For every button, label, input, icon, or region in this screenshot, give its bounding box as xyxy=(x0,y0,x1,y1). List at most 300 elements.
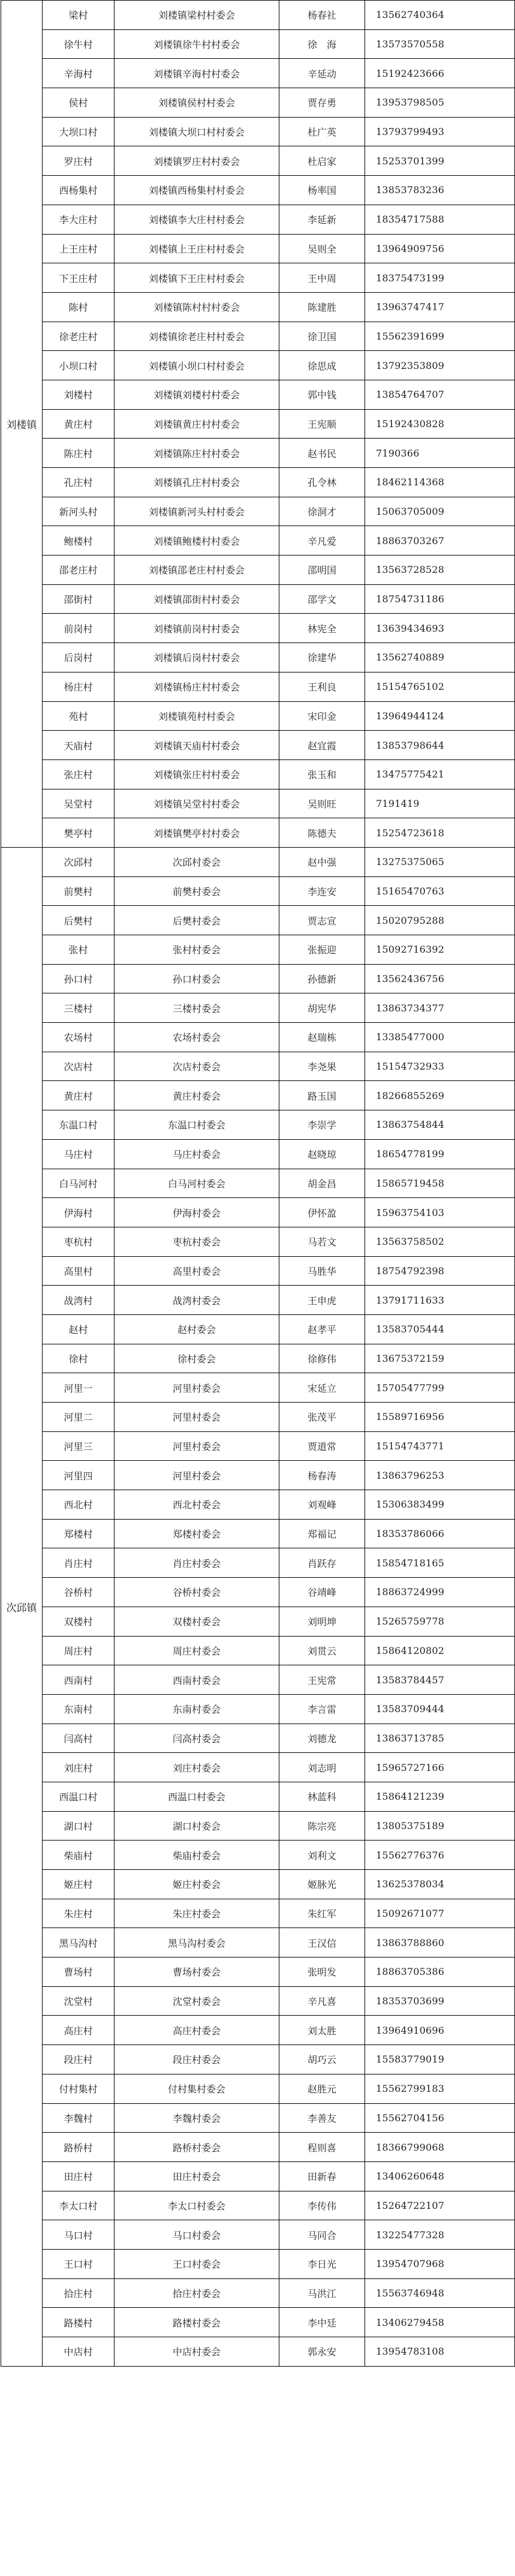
committee-cell: 拾庄村委会 xyxy=(115,2278,279,2308)
committee-cell: 徐村委会 xyxy=(115,1344,279,1373)
table-row xyxy=(1,1198,515,1227)
contact-person-cell: 辛延动 xyxy=(279,59,365,88)
village-cell: 邵老庄村 xyxy=(43,556,115,585)
village-cell: 沈堂村 xyxy=(43,1986,115,2016)
committee-cell: 黄庄村委会 xyxy=(115,1081,279,1110)
phone-cell: 15583779019 xyxy=(365,2045,515,2074)
phone-cell: 13863713785 xyxy=(365,1724,515,1753)
table-row xyxy=(1,584,515,614)
committee-cell: 闫高村委会 xyxy=(115,1724,279,1753)
table-row xyxy=(1,1578,515,1607)
phone-cell: 18863703267 xyxy=(365,526,515,556)
contact-person-cell: 张玉和 xyxy=(279,759,365,789)
contact-person-cell: 王宪顺 xyxy=(279,409,365,439)
village-cell: 周庄村 xyxy=(43,1636,115,1665)
table-row xyxy=(1,1344,515,1373)
table-row xyxy=(1,526,515,556)
contact-person-cell: 刘德龙 xyxy=(279,1724,365,1753)
committee-cell: 河里村委会 xyxy=(115,1403,279,1432)
contact-person-cell: 赵书民 xyxy=(279,439,365,468)
contact-person-cell: 孔令林 xyxy=(279,468,365,497)
table-row xyxy=(1,88,515,118)
village-cell: 张村 xyxy=(43,935,115,965)
village-cell: 上王庄村 xyxy=(43,234,115,263)
table-row xyxy=(1,2191,515,2220)
phone-cell: 13406260648 xyxy=(365,2161,515,2191)
phone-cell: 18754731186 xyxy=(365,584,515,614)
phone-cell: 15562776376 xyxy=(365,1841,515,1870)
contact-person-cell: 贾道常 xyxy=(279,1431,365,1461)
village-cell: 闫高村 xyxy=(43,1724,115,1753)
phone-cell: 15562799183 xyxy=(365,2074,515,2103)
table-row xyxy=(1,818,515,848)
table-row xyxy=(1,351,515,380)
table-row xyxy=(1,789,515,818)
village-cell: 罗庄村 xyxy=(43,146,115,176)
committee-cell: 李太口村委会 xyxy=(115,2191,279,2220)
contact-person-cell: 赵中强 xyxy=(279,847,365,876)
committee-cell: 次店村委会 xyxy=(115,1052,279,1081)
table-row xyxy=(1,1782,515,1811)
table-row xyxy=(1,1023,515,1052)
table-row xyxy=(1,1607,515,1636)
contact-person-cell: 刘太胜 xyxy=(279,2016,365,2045)
village-cell: 陈庄村 xyxy=(43,439,115,468)
contact-person-cell: 马同合 xyxy=(279,2220,365,2250)
contact-person-cell: 李中廷 xyxy=(279,2308,365,2337)
phone-cell: 13863734377 xyxy=(365,993,515,1023)
village-cell: 陈村 xyxy=(43,292,115,322)
village-cell: 次邱村 xyxy=(43,847,115,876)
village-cell: 河里三 xyxy=(43,1431,115,1461)
phone-cell: 13583705444 xyxy=(365,1314,515,1344)
village-cell: 孙口村 xyxy=(43,964,115,993)
table-row xyxy=(1,322,515,351)
town-cell: 次邱镇 xyxy=(1,847,43,2366)
table-row xyxy=(1,176,515,205)
contact-person-cell: 宋延立 xyxy=(279,1373,365,1403)
village-cell: 徐牛村 xyxy=(43,29,115,59)
table-row xyxy=(1,1169,515,1198)
village-cell: 农场村 xyxy=(43,1023,115,1052)
phone-cell: 13863788860 xyxy=(365,1928,515,1957)
committee-cell: 高庄村委会 xyxy=(115,2016,279,2045)
phone-cell: 15864121239 xyxy=(365,1782,515,1811)
contact-person-cell: 徐修伟 xyxy=(279,1344,365,1373)
committee-cell: 赵村委会 xyxy=(115,1314,279,1344)
committee-cell: 后樊村委会 xyxy=(115,906,279,935)
table-row xyxy=(1,1403,515,1432)
contact-person-cell: 王中周 xyxy=(279,263,365,293)
table-row xyxy=(1,2308,515,2337)
phone-cell: 13964909756 xyxy=(365,234,515,263)
committee-cell: 刘楼镇樊亭村村委会 xyxy=(115,818,279,848)
contact-person-cell: 胡宪华 xyxy=(279,993,365,1023)
committee-cell: 刘楼镇鲍楼村村委会 xyxy=(115,526,279,556)
committee-cell: 刘楼镇黄庄村村委会 xyxy=(115,409,279,439)
phone-cell: 13793799493 xyxy=(365,117,515,146)
contact-person-cell: 田新春 xyxy=(279,2161,365,2191)
village-cell: 后樊村 xyxy=(43,906,115,935)
contact-person-cell: 宋印金 xyxy=(279,701,365,731)
phone-cell: 15020795288 xyxy=(365,906,515,935)
phone-cell: 15154765102 xyxy=(365,672,515,701)
table-row xyxy=(1,2103,515,2133)
committee-cell: 周庄村委会 xyxy=(115,1636,279,1665)
committee-cell: 高里村委会 xyxy=(115,1256,279,1286)
contact-person-cell: 赵孝平 xyxy=(279,1314,365,1344)
committee-cell: 河里村委会 xyxy=(115,1461,279,1490)
committee-cell: 田庄村委会 xyxy=(115,2161,279,2191)
village-cell: 樊亭村 xyxy=(43,818,115,848)
contact-person-cell: 徐思成 xyxy=(279,351,365,380)
committee-cell: 西南村委会 xyxy=(115,1665,279,1695)
village-cell: 西北村 xyxy=(43,1490,115,1520)
committee-cell: 刘楼镇前岗村村委会 xyxy=(115,614,279,643)
committee-cell: 刘楼镇苑村村委会 xyxy=(115,701,279,731)
phone-cell: 15154732933 xyxy=(365,1052,515,1081)
contact-person-cell: 辛凡爱 xyxy=(279,526,365,556)
phone-cell: 13854764707 xyxy=(365,380,515,409)
contact-person-cell: 杜启家 xyxy=(279,146,365,176)
village-cell: 黄庄村 xyxy=(43,1081,115,1110)
contact-person-cell: 谷靖峰 xyxy=(279,1578,365,1607)
phone-cell: 13563758502 xyxy=(365,1227,515,1256)
contact-person-cell: 郭中钱 xyxy=(279,380,365,409)
contact-person-cell: 李言雷 xyxy=(279,1694,365,1724)
table-row xyxy=(1,701,515,731)
committee-cell: 刘楼镇上王庄村村委会 xyxy=(115,234,279,263)
village-cell: 邵街村 xyxy=(43,584,115,614)
contact-person-cell: 朱红军 xyxy=(279,1899,365,1928)
village-cell: 刘庄村 xyxy=(43,1753,115,1782)
phone-cell: 18375473199 xyxy=(365,263,515,293)
village-cell: 新河头村 xyxy=(43,497,115,526)
village-cell: 李大庄村 xyxy=(43,205,115,234)
village-cell: 柴庙村 xyxy=(43,1841,115,1870)
table-row xyxy=(1,993,515,1023)
contact-person-cell: 路玉国 xyxy=(279,1081,365,1110)
table-row xyxy=(1,59,515,88)
table-row xyxy=(1,1986,515,2016)
table-row xyxy=(1,1314,515,1344)
committee-cell: 次邱村委会 xyxy=(115,847,279,876)
contact-person-cell: 肖跃存 xyxy=(279,1548,365,1578)
phone-cell: 13573570558 xyxy=(365,29,515,59)
contact-person-cell: 李日光 xyxy=(279,2249,365,2278)
table-body xyxy=(1,1,515,2367)
committee-cell: 刘楼镇张庄村村委会 xyxy=(115,759,279,789)
table-row xyxy=(1,1286,515,1315)
committee-cell: 三楼村委会 xyxy=(115,993,279,1023)
contact-person-cell: 吴则全 xyxy=(279,234,365,263)
contact-person-cell: 赵宜霞 xyxy=(279,731,365,760)
committee-cell: 刘楼镇徐老庄村村委会 xyxy=(115,322,279,351)
village-cell: 路桥村 xyxy=(43,2133,115,2162)
table-row xyxy=(1,2278,515,2308)
committee-cell: 刘楼镇吴堂村村委会 xyxy=(115,789,279,818)
phone-cell: 15092716392 xyxy=(365,935,515,965)
village-cell: 东温口村 xyxy=(43,1110,115,1140)
village-cell: 辛海村 xyxy=(43,59,115,88)
committee-cell: 伊海村委会 xyxy=(115,1198,279,1227)
village-cell: 侯村 xyxy=(43,88,115,118)
village-cell: 伊海村 xyxy=(43,1198,115,1227)
phone-cell: 18353703699 xyxy=(365,1986,515,2016)
table-row xyxy=(1,1724,515,1753)
village-cell: 天庙村 xyxy=(43,731,115,760)
contact-person-cell: 郭永安 xyxy=(279,2337,365,2367)
village-cell: 双楼村 xyxy=(43,1607,115,1636)
table-row xyxy=(1,935,515,965)
committee-cell: 西北村委会 xyxy=(115,1490,279,1520)
table-row xyxy=(1,556,515,585)
committee-cell: 张村村委会 xyxy=(115,935,279,965)
contact-person-cell: 姬脉光 xyxy=(279,1870,365,1899)
committee-cell: 战湾村委会 xyxy=(115,1286,279,1315)
table-row xyxy=(1,1110,515,1140)
contact-person-cell: 杨春社 xyxy=(279,1,365,30)
committee-cell: 刘楼镇下王庄村村委会 xyxy=(115,263,279,293)
village-cell: 马口村 xyxy=(43,2220,115,2250)
contact-person-cell: 王宪常 xyxy=(279,1665,365,1695)
committee-cell: 沈堂村委会 xyxy=(115,1986,279,2016)
table-row xyxy=(1,2220,515,2250)
table-row xyxy=(1,759,515,789)
table-row xyxy=(1,117,515,146)
phone-cell: 15254723618 xyxy=(365,818,515,848)
contact-person-cell: 张茂平 xyxy=(279,1403,365,1432)
phone-cell: 13583709444 xyxy=(365,1694,515,1724)
village-cell: 徐老庄村 xyxy=(43,322,115,351)
table-row xyxy=(1,1665,515,1695)
committee-cell: 刘楼镇梁村村委会 xyxy=(115,1,279,30)
village-cell: 吴堂村 xyxy=(43,789,115,818)
phone-cell: 13863754844 xyxy=(365,1110,515,1140)
table-row xyxy=(1,1519,515,1548)
village-cell: 姬庄村 xyxy=(43,1870,115,1899)
contact-person-cell: 杨率国 xyxy=(279,176,365,205)
table-row xyxy=(1,439,515,468)
table-row xyxy=(1,1899,515,1928)
phone-cell: 13275375065 xyxy=(365,847,515,876)
village-cell: 河里一 xyxy=(43,1373,115,1403)
phone-cell: 13562740889 xyxy=(365,643,515,672)
table-row xyxy=(1,2016,515,2045)
contact-person-cell: 陈宗亮 xyxy=(279,1811,365,1841)
phone-cell: 7190366 xyxy=(365,439,515,468)
phone-cell: 13964910696 xyxy=(365,2016,515,2045)
contact-person-cell: 徐建华 xyxy=(279,643,365,672)
village-cell: 三楼村 xyxy=(43,993,115,1023)
contact-person-cell: 赵瑞栋 xyxy=(279,1023,365,1052)
village-cell: 肖庄村 xyxy=(43,1548,115,1578)
committee-cell: 东温口村委会 xyxy=(115,1110,279,1140)
table-row xyxy=(1,2074,515,2103)
village-cell: 东南村 xyxy=(43,1694,115,1724)
village-cell: 后岗村 xyxy=(43,643,115,672)
table-row xyxy=(1,1373,515,1403)
table-row xyxy=(1,205,515,234)
phone-cell: 13625378034 xyxy=(365,1870,515,1899)
village-cell: 白马河村 xyxy=(43,1169,115,1198)
table-row xyxy=(1,1,515,30)
contact-person-cell: 林蓝科 xyxy=(279,1782,365,1811)
phone-cell: 15253701399 xyxy=(365,146,515,176)
village-cell: 拾庄村 xyxy=(43,2278,115,2308)
phone-cell: 13475775421 xyxy=(365,759,515,789)
phone-cell: 15264722107 xyxy=(365,2191,515,2220)
committee-cell: 朱庄村委会 xyxy=(115,1899,279,1928)
phone-cell: 15306383499 xyxy=(365,1490,515,1520)
contact-person-cell: 刘志明 xyxy=(279,1753,365,1782)
village-cell: 中店村 xyxy=(43,2337,115,2367)
contact-person-cell: 杨春涛 xyxy=(279,1461,365,1490)
village-cell: 路楼村 xyxy=(43,2308,115,2337)
committee-cell: 孙口村委会 xyxy=(115,964,279,993)
committee-cell: 黑马沟村委会 xyxy=(115,1928,279,1957)
village-cell: 黄庄村 xyxy=(43,409,115,439)
contact-person-cell: 李善友 xyxy=(279,2103,365,2133)
contact-person-cell: 吴则旺 xyxy=(279,789,365,818)
committee-cell: 刘楼镇新河头村村委会 xyxy=(115,497,279,526)
village-cell: 苑村 xyxy=(43,701,115,731)
committee-cell: 肖庄村委会 xyxy=(115,1548,279,1578)
table-row xyxy=(1,1490,515,1520)
committee-cell: 刘楼镇侯村村委会 xyxy=(115,88,279,118)
committee-cell: 马庄村委会 xyxy=(115,1139,279,1169)
village-cell: 徐村 xyxy=(43,1344,115,1373)
table-row xyxy=(1,263,515,293)
village-cell: 战湾村 xyxy=(43,1286,115,1315)
table-row xyxy=(1,1256,515,1286)
village-cell: 大坝口村 xyxy=(43,117,115,146)
table-row xyxy=(1,1081,515,1110)
contact-person-cell: 李延新 xyxy=(279,205,365,234)
table-row xyxy=(1,876,515,906)
contact-person-cell: 郑福记 xyxy=(279,1519,365,1548)
contact-person-cell: 贾志宣 xyxy=(279,906,365,935)
committee-cell: 刘庄村委会 xyxy=(115,1753,279,1782)
contact-person-cell: 王汉信 xyxy=(279,1928,365,1957)
phone-cell: 15192430828 xyxy=(365,409,515,439)
table-row xyxy=(1,409,515,439)
phone-cell: 13863796253 xyxy=(365,1461,515,1490)
village-cell: 付村集村 xyxy=(43,2074,115,2103)
table-row xyxy=(1,1431,515,1461)
contact-person-cell: 刘观峰 xyxy=(279,1490,365,1520)
phone-cell: 15563746948 xyxy=(365,2278,515,2308)
contact-person-cell: 马洪江 xyxy=(279,2278,365,2308)
committee-cell: 刘楼镇辛海村村委会 xyxy=(115,59,279,88)
phone-cell: 7191419 xyxy=(365,789,515,818)
contact-person-cell: 李传伟 xyxy=(279,2191,365,2220)
phone-cell: 15562391699 xyxy=(365,322,515,351)
phone-cell: 15854718165 xyxy=(365,1548,515,1578)
committee-cell: 双楼村委会 xyxy=(115,1607,279,1636)
phone-cell: 13562436756 xyxy=(365,964,515,993)
contact-person-cell: 刘明坤 xyxy=(279,1607,365,1636)
contact-person-cell: 杜广英 xyxy=(279,117,365,146)
phone-cell: 18353786066 xyxy=(365,1519,515,1548)
village-cell: 小坝口村 xyxy=(43,351,115,380)
committee-cell: 路楼村委会 xyxy=(115,2308,279,2337)
village-cell: 梁村 xyxy=(43,1,115,30)
table-row xyxy=(1,1227,515,1256)
village-cell: 田庄村 xyxy=(43,2161,115,2191)
committee-cell: 刘楼镇刘楼村村委会 xyxy=(115,380,279,409)
phone-cell: 13225477328 xyxy=(365,2220,515,2250)
village-cell: 王口村 xyxy=(43,2249,115,2278)
contact-person-cell: 邵学文 xyxy=(279,584,365,614)
table-row xyxy=(1,29,515,59)
town-cell: 刘楼镇 xyxy=(1,1,43,848)
contact-person-cell: 程则喜 xyxy=(279,2133,365,2162)
committee-cell: 柴庙村委会 xyxy=(115,1841,279,1870)
contact-person-cell: 王利良 xyxy=(279,672,365,701)
committee-cell: 刘楼镇陈村村村委会 xyxy=(115,292,279,322)
contact-person-cell: 赵胜元 xyxy=(279,2074,365,2103)
village-cell: 李魏村 xyxy=(43,2103,115,2133)
village-cell: 刘楼村 xyxy=(43,380,115,409)
contact-person-cell: 伊怀盈 xyxy=(279,1198,365,1227)
contact-person-cell: 赵晓琼 xyxy=(279,1139,365,1169)
village-cell: 前岗村 xyxy=(43,614,115,643)
village-cell: 河里四 xyxy=(43,1461,115,1490)
contact-person-cell: 李尧果 xyxy=(279,1052,365,1081)
table-row xyxy=(1,1811,515,1841)
contact-person-cell: 李崇学 xyxy=(279,1110,365,1140)
contact-person-cell: 刘贯云 xyxy=(279,1636,365,1665)
table-row xyxy=(1,1841,515,1870)
phone-cell: 18754792398 xyxy=(365,1256,515,1286)
committee-cell: 湖口村委会 xyxy=(115,1811,279,1841)
phone-cell: 13583784457 xyxy=(365,1665,515,1695)
phone-cell: 13791711633 xyxy=(365,1286,515,1315)
village-cell: 鲍楼村 xyxy=(43,526,115,556)
contact-person-cell: 胡金昌 xyxy=(279,1169,365,1198)
phone-cell: 18654778199 xyxy=(365,1139,515,1169)
phone-cell: 15864120802 xyxy=(365,1636,515,1665)
phone-cell: 18354717588 xyxy=(365,205,515,234)
committee-cell: 刘楼镇孔庄村村委会 xyxy=(115,468,279,497)
table-row xyxy=(1,380,515,409)
table-row xyxy=(1,2337,515,2367)
committee-cell: 郑楼村委会 xyxy=(115,1519,279,1548)
village-cell: 曹场村 xyxy=(43,1957,115,1987)
contact-person-cell: 李连安 xyxy=(279,876,365,906)
contact-person-cell: 邵明国 xyxy=(279,556,365,585)
phone-cell: 13853798644 xyxy=(365,731,515,760)
contact-person-cell: 辛凡喜 xyxy=(279,1986,365,2016)
committee-cell: 刘楼镇天庙村村委会 xyxy=(115,731,279,760)
village-cell: 西南村 xyxy=(43,1665,115,1695)
phone-cell: 13639434693 xyxy=(365,614,515,643)
committee-cell: 刘楼镇邵街村村委会 xyxy=(115,584,279,614)
village-cell: 杨庄村 xyxy=(43,672,115,701)
village-cell: 西杨集村 xyxy=(43,176,115,205)
table-row xyxy=(1,234,515,263)
committee-cell: 段庄村委会 xyxy=(115,2045,279,2074)
contact-person-cell: 孙德新 xyxy=(279,964,365,993)
phone-cell: 13963747417 xyxy=(365,292,515,322)
table-row xyxy=(1,468,515,497)
contact-person-cell: 王申虎 xyxy=(279,1286,365,1315)
village-cell: 枣杭村 xyxy=(43,1227,115,1256)
committee-cell: 付村集村委会 xyxy=(115,2074,279,2103)
village-cell: 下王庄村 xyxy=(43,263,115,293)
committee-cell: 东南村委会 xyxy=(115,1694,279,1724)
